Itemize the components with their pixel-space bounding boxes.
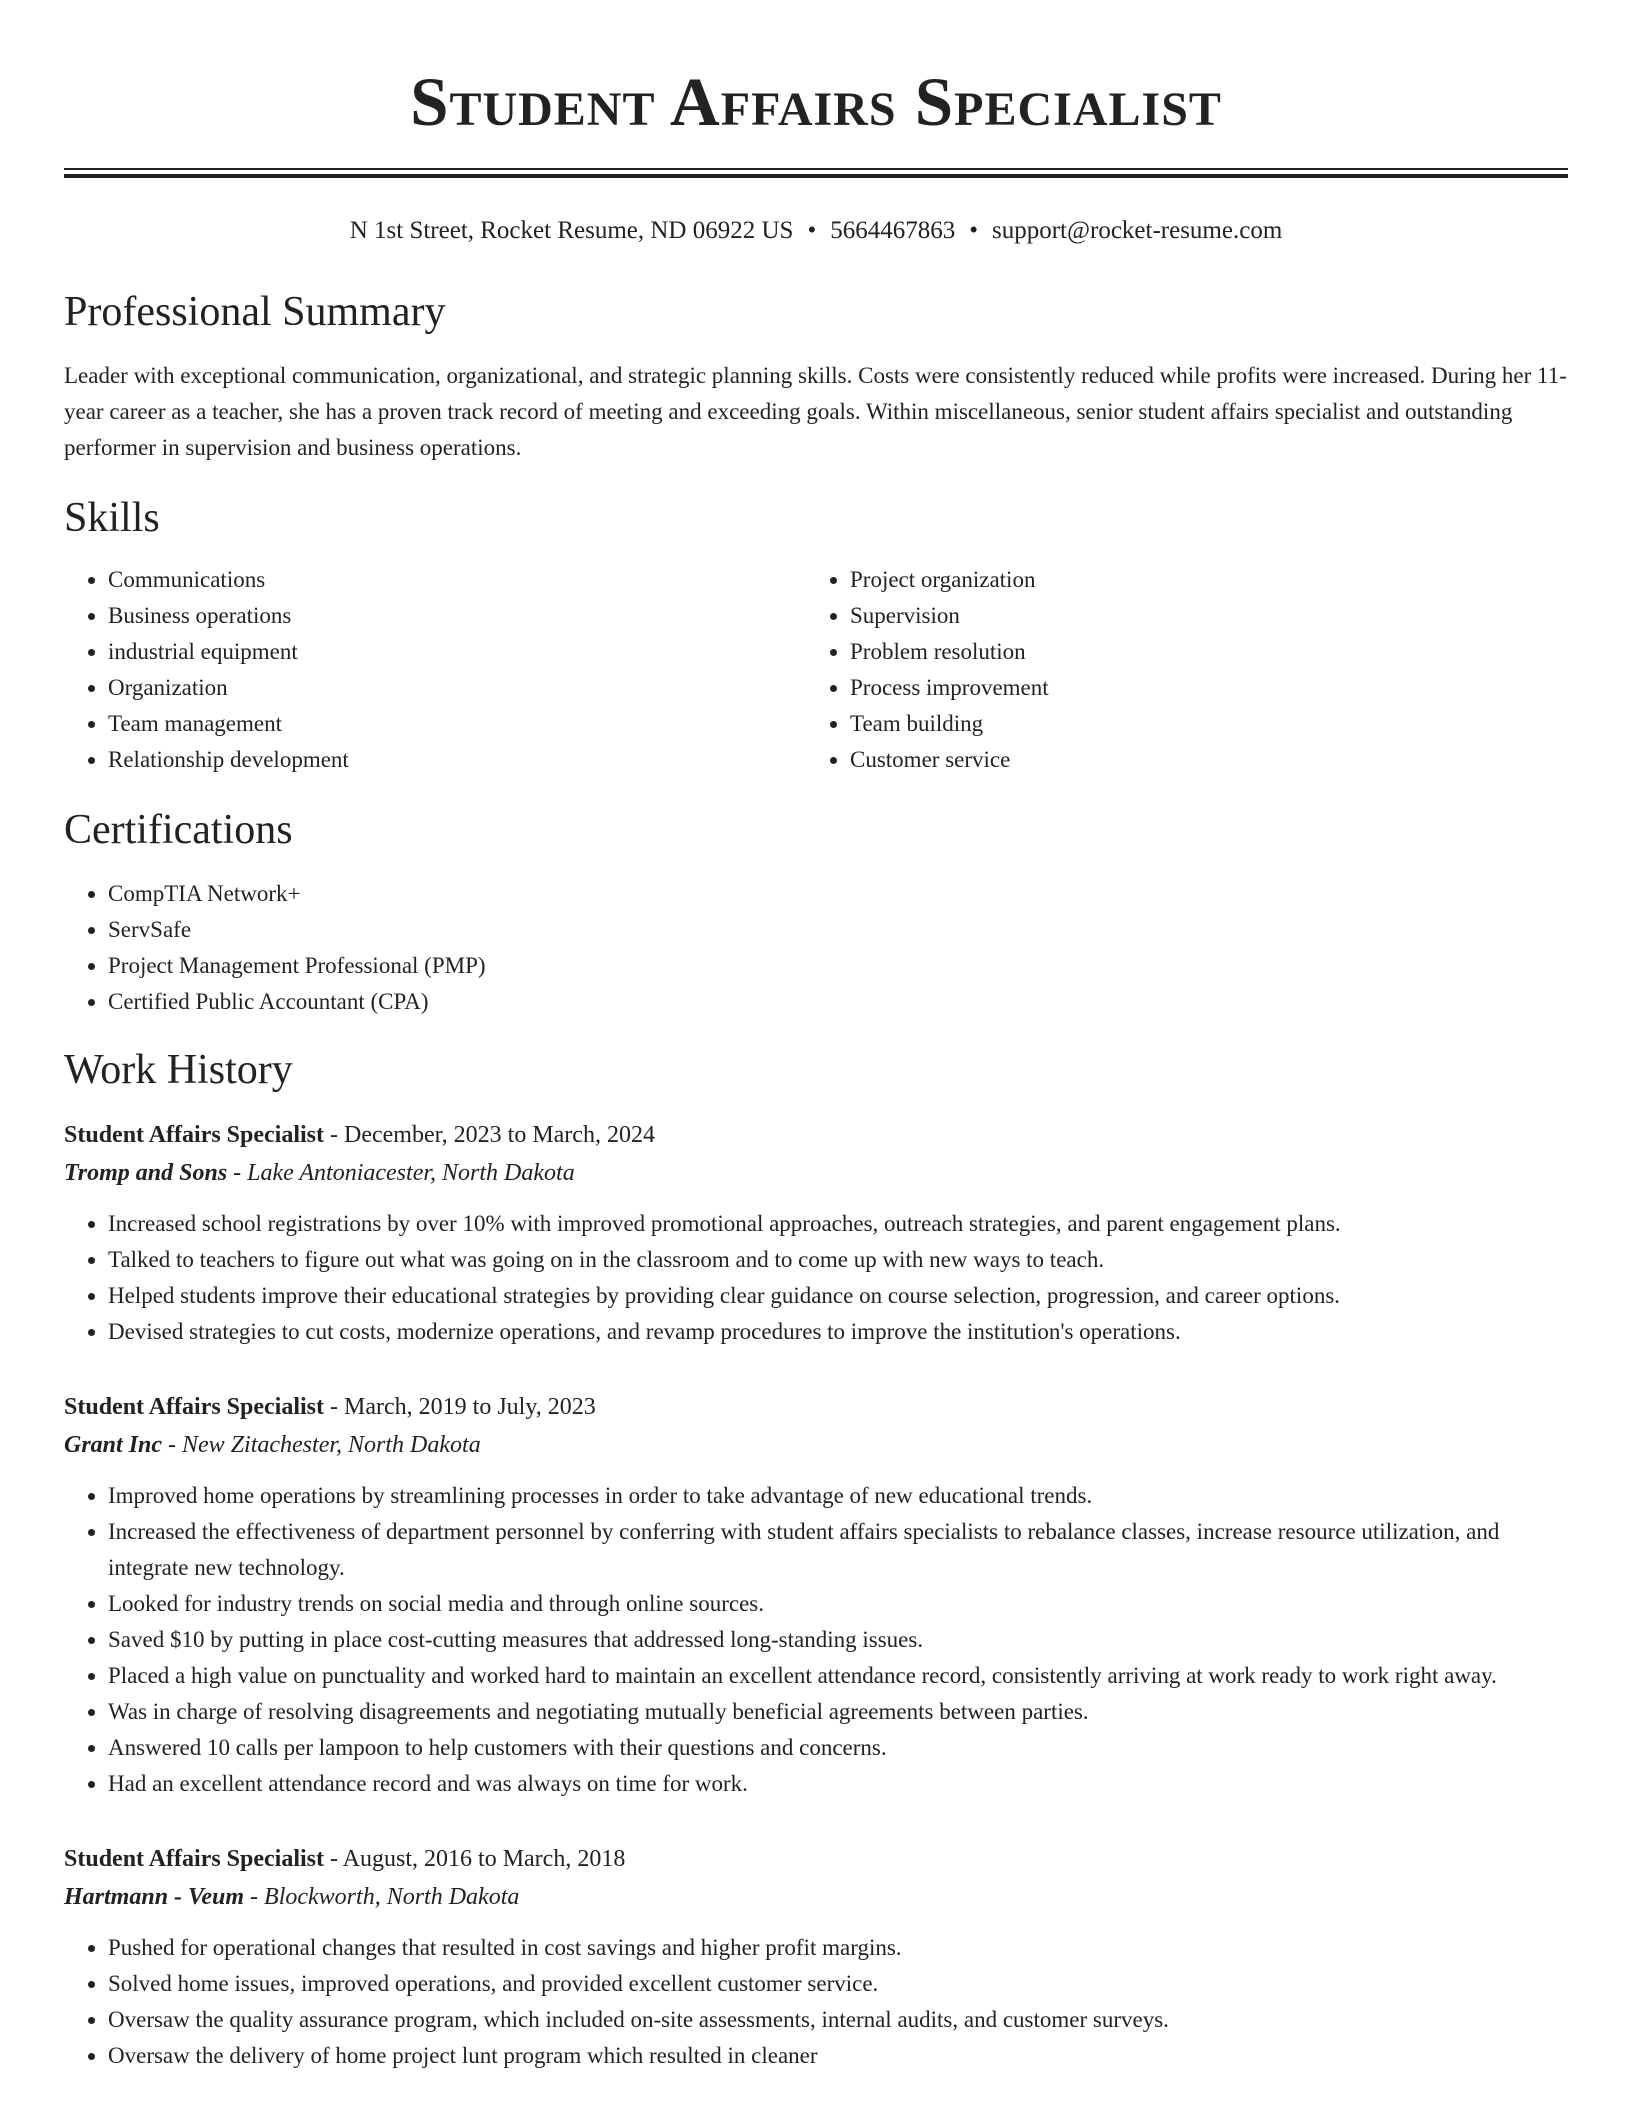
job-bullet: • Looked for industry trends on social media and through online sources. xyxy=(108,1586,1568,1622)
job-bullet: • Devised strategies to cut costs, modernize operations, and revamp procedures to improve the institution's operations. xyxy=(108,1314,1568,1350)
skill-item: • Communications xyxy=(108,562,806,598)
skills-list-right xyxy=(806,562,1548,778)
summary-text: Leader with exceptional communication, organizational, and strategic planning skills. Costs were consistently reduced while profits were increased. During her 11-year career as a teacher, she has a proven track record of meeting and exceeding goals. Within miscellaneous, senior student affairs specialist and outstanding performer in supervision and business operations. xyxy=(64,363,1567,460)
job-dates: - August, 2016 to March, 2018 xyxy=(324,1846,626,1872)
job-bullet: • Solved home issues, improved operations, and provided excellent customer service. xyxy=(108,1966,1568,2002)
skill-item: • Problem resolution xyxy=(850,634,1548,670)
job-dates: - December, 2023 to March, 2024 xyxy=(324,1122,655,1148)
job-bullet: • Oversaw the quality assurance program, which included on-site assessments, internal audits, and customer surveys. xyxy=(108,2002,1568,2038)
job-title-line xyxy=(64,1116,1568,1154)
skill-item: • Project organization xyxy=(850,562,1548,598)
job-location: - Lake Antoniacester, North Dakota xyxy=(227,1160,575,1186)
job-company: Tromp and Sons xyxy=(64,1160,228,1186)
job-bullet: • Oversaw the delivery of home project lunt program which resulted in cleaner xyxy=(108,2038,1568,2074)
skill-item: • Customer service xyxy=(850,742,1548,778)
skills-list-left xyxy=(64,562,806,778)
job-entry xyxy=(64,1840,1568,2074)
section-title-work-history: Work History xyxy=(64,1047,293,1093)
contact-email: support@rocket-resume.com xyxy=(991,217,1283,244)
skill-item: • Team management xyxy=(108,706,806,742)
job-role: Student Affairs Specialist xyxy=(64,1394,325,1420)
skill-item: • Process improvement xyxy=(850,670,1548,706)
job-bullet: • Placed a high value on punctuality and worked hard to maintain an excellent attendance record, consistently arriving at work ready to work right away. xyxy=(108,1658,1568,1694)
section-title-certifications: Certifications xyxy=(64,807,293,853)
job-location: - Blockworth, North Dakota xyxy=(244,1884,520,1910)
job-bullet: • Answered 10 calls per lampoon to help customers with their questions and concerns. xyxy=(108,1730,1568,1766)
job-bullets xyxy=(64,1478,1568,1802)
skill-item: • Business operations xyxy=(108,598,806,634)
certification-item: • Project Management Professional (PMP) xyxy=(108,948,1568,984)
job-bullet: • Had an excellent attendance record and was always on time for work. xyxy=(108,1766,1568,1802)
contact-line xyxy=(64,216,1568,246)
contact-address: N 1st Street, Rocket Resume, ND 06922 US xyxy=(349,217,794,244)
section-title-skills: Skills xyxy=(64,495,160,541)
job-bullet: • Was in charge of resolving disagreements and negotiating mutually beneficial agreements between parties. xyxy=(108,1694,1568,1730)
job-employer-line xyxy=(64,1878,1568,1916)
job-company: Hartmann - Veum xyxy=(64,1884,245,1910)
certification-item: • CompTIA Network+ xyxy=(108,876,1568,912)
certification-item: • Certified Public Accountant (CPA) xyxy=(108,984,1568,1020)
job-bullets xyxy=(64,1206,1568,1350)
job-bullet: • Increased the effectiveness of department personnel by conferring with student affairs specialists to rebalance classes, increase resource utilization, and integrate new technology. xyxy=(108,1514,1568,1586)
contact-separator: • xyxy=(807,217,817,244)
job-dates: - March, 2019 to July, 2023 xyxy=(324,1394,596,1420)
skills-grid xyxy=(64,562,1568,778)
job-title-line xyxy=(64,1840,1568,1878)
job-entry xyxy=(64,1388,1568,1802)
job-role: Student Affairs Specialist xyxy=(64,1122,325,1148)
job-location: - New Zitachester, North Dakota xyxy=(162,1432,481,1458)
skill-item: • industrial equipment xyxy=(108,634,806,670)
contact-separator: • xyxy=(969,217,978,244)
job-title-line xyxy=(64,1388,1568,1426)
job-bullet: • Talked to teachers to figure out what was going on in the classroom and to come up with new ways to teach. xyxy=(108,1242,1568,1278)
job-bullet: • Helped students improve their educational strategies by providing clear guidance on course selection, progression, and career options. xyxy=(108,1278,1568,1314)
skill-item: • Supervision xyxy=(850,598,1548,634)
job-bullet: • Saved $10 by putting in place cost-cutting measures that addressed long-standing issues. xyxy=(108,1622,1568,1658)
skill-item: • Organization xyxy=(108,670,806,706)
skills-column-right xyxy=(806,562,1548,778)
job-entry xyxy=(64,1116,1568,1350)
job-bullet: • Increased school registrations by over 10% with improved promotional approaches, outreach strategies, and parent engagement plans. xyxy=(108,1206,1568,1242)
certifications-list xyxy=(64,876,1568,1020)
job-role: Student Affairs Specialist xyxy=(64,1846,325,1872)
job-company: Grant Inc xyxy=(64,1432,163,1458)
resume-name: Student Affairs Specialist xyxy=(410,64,1222,140)
contact-phone: 5664467863 xyxy=(830,217,956,244)
section-title-summary: Professional Summary xyxy=(64,289,446,335)
job-bullet: • Improved home operations by streamlining processes in order to take advantage of new educational trends. xyxy=(108,1478,1568,1514)
job-bullets xyxy=(64,1930,1568,2074)
skill-item: • Team building xyxy=(850,706,1548,742)
certification-item: • ServSafe xyxy=(108,912,1568,948)
skills-column-left xyxy=(64,562,806,778)
job-bullet: • Pushed for operational changes that resulted in cost savings and higher profit margins. xyxy=(108,1930,1568,1966)
job-employer-line xyxy=(64,1426,1568,1464)
skill-item: • Relationship development xyxy=(108,742,806,778)
header-double-rule xyxy=(64,168,1568,178)
job-employer-line xyxy=(64,1154,1568,1192)
